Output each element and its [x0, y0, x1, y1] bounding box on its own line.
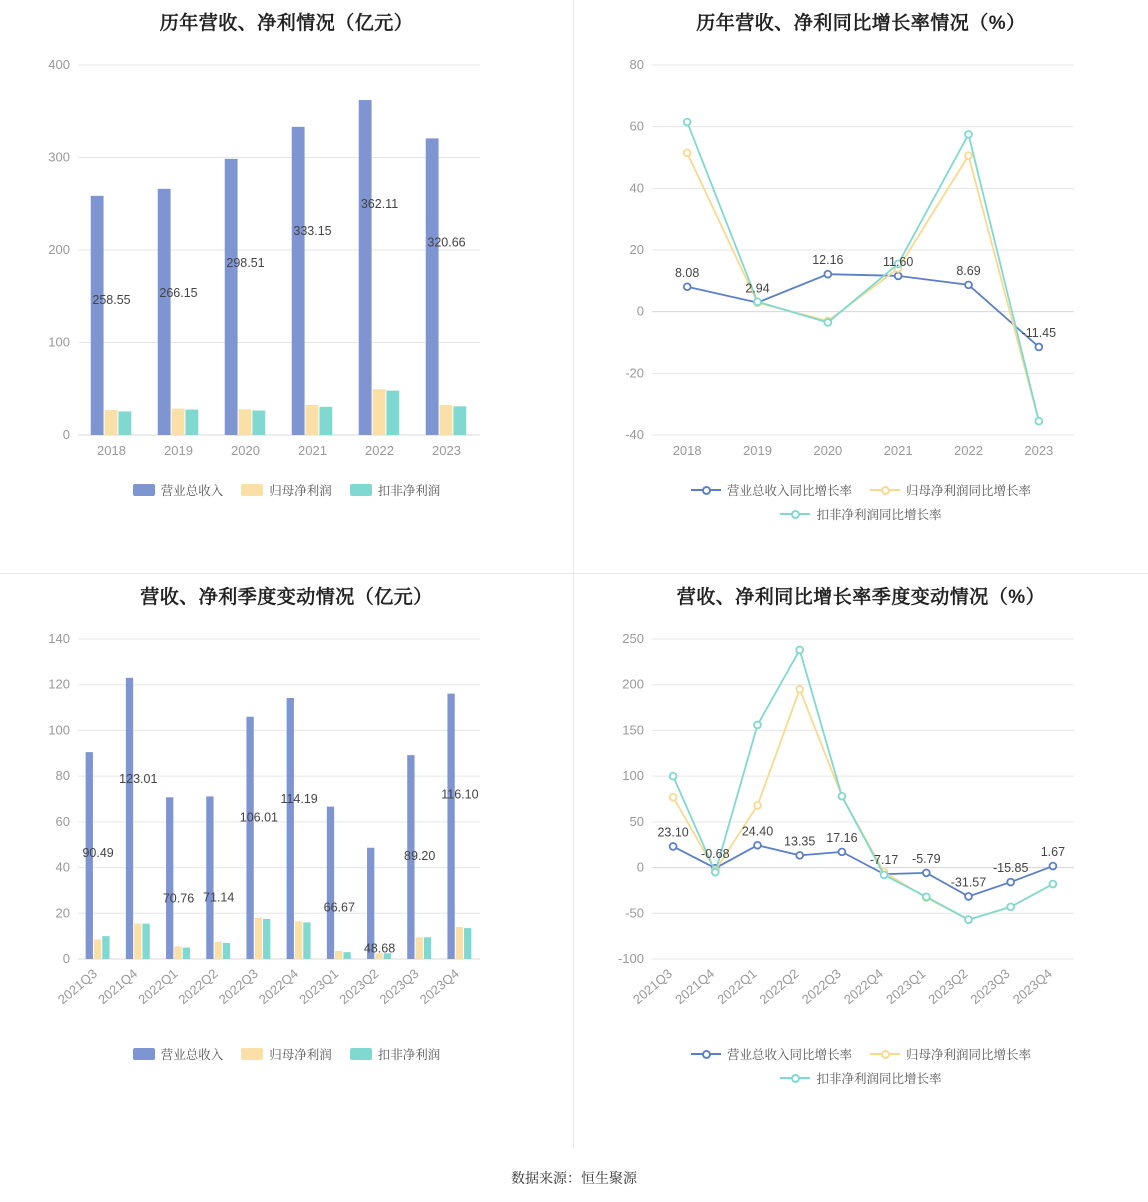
x-tick-label: 2023Q2 [925, 965, 971, 1008]
value-label: 298.51 [226, 255, 265, 270]
y-tick-label: 0 [636, 303, 644, 319]
x-tick-label: 2022Q1 [714, 965, 760, 1008]
x-tick-label: 2023Q3 [376, 965, 422, 1008]
x-tick-label: 2018 [97, 443, 126, 458]
x-tick-label: 2023Q1 [883, 965, 929, 1008]
data-point [684, 149, 691, 156]
value-label: 123.01 [119, 771, 158, 786]
x-tick-label: 2018 [672, 443, 702, 458]
x-tick-label: 2019 [164, 443, 193, 458]
legend-item[interactable] [133, 481, 224, 499]
y-tick-label: 20 [55, 905, 70, 921]
chart-panel-quarterly-revenue-profit [0, 574, 574, 1148]
data-point [670, 843, 677, 850]
x-tick-label: 2021Q4 [95, 965, 141, 1008]
bar [255, 918, 262, 959]
data-point [824, 271, 831, 278]
bar [91, 196, 104, 435]
bar [252, 410, 265, 435]
value-label: -5.79 [912, 851, 941, 866]
bar [225, 159, 238, 435]
x-tick-label: 2022Q2 [175, 965, 221, 1008]
y-tick-label: 50 [629, 813, 644, 829]
legend-swatch-icon [350, 484, 372, 496]
y-tick-label: 400 [48, 57, 70, 72]
legend-swatch-icon [870, 1048, 900, 1060]
data-point [923, 869, 930, 876]
x-tick-label: 2022 [954, 443, 983, 458]
plot-area-annual-growth [574, 35, 1148, 475]
legend-item[interactable] [691, 481, 852, 499]
data-point [1050, 863, 1057, 870]
chart-title: 营收、净利季度变动情况（亿元） [140, 587, 433, 608]
bar [464, 928, 471, 959]
data-point [1050, 881, 1057, 888]
value-label: 24.40 [741, 824, 774, 839]
value-label: 11.60 [882, 254, 914, 269]
chart-title: 历年营收、净利同比增长率情况（%） [696, 13, 1026, 34]
legend-item[interactable] [241, 1045, 332, 1063]
legend-item[interactable] [241, 481, 332, 499]
value-label: 2.94 [745, 281, 770, 296]
plot-area-annual-revenue-profit [0, 35, 573, 475]
value-label: 106.01 [239, 810, 279, 825]
value-label: 66.67 [323, 900, 355, 915]
legend-item[interactable] [870, 481, 1031, 499]
data-point [670, 794, 677, 801]
legend-swatch-icon [780, 508, 810, 520]
chart-panel-annual-growth [574, 0, 1148, 574]
bar [183, 948, 190, 959]
value-label: 70.76 [162, 891, 195, 906]
chart-legend [0, 481, 573, 499]
y-tick-label: 0 [62, 951, 70, 966]
series-line [687, 153, 1039, 421]
y-tick-label: 200 [622, 676, 644, 692]
value-label: 8.08 [674, 265, 700, 280]
series-line [687, 122, 1039, 421]
chart-svg [0, 609, 540, 1039]
data-point [712, 869, 719, 876]
bar [126, 678, 133, 959]
data-point [754, 842, 761, 849]
x-tick-label: 2022Q2 [756, 965, 802, 1008]
data-point [1007, 903, 1014, 910]
legend-swatch-icon [691, 484, 721, 496]
bar [453, 406, 466, 435]
chart-panel-annual-revenue-profit [0, 0, 574, 574]
bar [263, 919, 270, 959]
y-tick-label: 80 [55, 768, 70, 784]
y-tick-label: -20 [625, 365, 644, 381]
x-tick-label: 2021 [883, 443, 913, 458]
legend-label: 营业总收入 [160, 484, 224, 498]
x-tick-label: 2020 [231, 443, 260, 458]
legend-label: 归母净利润同比增长率 [906, 484, 1032, 498]
y-tick-label: -40 [625, 427, 644, 442]
data-point [923, 893, 930, 900]
chart-svg [0, 35, 540, 475]
bar [118, 411, 131, 435]
value-label: 258.55 [92, 292, 131, 307]
x-tick-label: 2022Q4 [255, 965, 302, 1008]
value-label: 333.15 [293, 223, 332, 238]
data-point [839, 793, 846, 800]
x-tick-label: 2022Q1 [135, 965, 181, 1008]
data-point [754, 802, 761, 809]
legend-label: 归母净利润 [269, 484, 332, 498]
y-tick-label: -100 [617, 951, 644, 966]
bar [239, 409, 252, 435]
chart-svg [574, 35, 1114, 475]
y-tick-label: 300 [48, 149, 70, 165]
bar [319, 407, 332, 435]
bar [185, 410, 198, 435]
legend-swatch-icon [350, 1048, 372, 1060]
bar [287, 698, 294, 959]
legend-item[interactable] [350, 481, 441, 499]
legend-swatch-icon [870, 484, 900, 496]
value-label: -31.57 [950, 875, 987, 890]
y-tick-label: 140 [48, 631, 70, 646]
y-tick-label: 60 [55, 813, 70, 829]
series-line [673, 689, 1053, 919]
y-tick-label: 20 [629, 242, 644, 257]
bar [456, 927, 463, 959]
legend-swatch-icon [241, 484, 263, 496]
data-point [670, 773, 677, 780]
data-point [965, 916, 972, 923]
legend-swatch-icon [691, 1048, 721, 1060]
legend-swatch-icon [133, 484, 155, 496]
x-tick-label: 2022 [365, 443, 394, 458]
value-label: -11.45 [1021, 325, 1057, 340]
bar [134, 924, 141, 959]
value-label: 12.16 [812, 253, 844, 268]
y-tick-label: 60 [629, 118, 644, 134]
legend-item[interactable] [870, 1045, 1031, 1063]
legend-item[interactable] [350, 1045, 441, 1063]
data-point [824, 319, 831, 326]
bar [166, 797, 173, 959]
data-point [895, 273, 902, 280]
y-tick-label: 0 [62, 427, 70, 442]
data-point [684, 283, 691, 290]
bar [343, 952, 350, 959]
y-tick-label: -50 [625, 905, 644, 921]
bar [223, 943, 230, 959]
value-label: 320.66 [427, 235, 466, 250]
value-label: 89.20 [404, 849, 436, 864]
x-tick-label: 2023 [432, 443, 461, 458]
data-point [684, 119, 691, 126]
y-tick-label: 250 [622, 631, 644, 646]
data-point [965, 152, 972, 159]
bar [416, 937, 423, 959]
x-tick-label: 2021Q3 [629, 965, 676, 1008]
legend-item[interactable] [780, 505, 941, 523]
source-note: 数据来源：恒生聚源 [511, 1170, 637, 1186]
bar [359, 100, 372, 435]
chart-title: 营收、净利同比增长率季度变动情况（%） [676, 587, 1046, 608]
x-tick-label: 2022Q4 [840, 965, 887, 1008]
bar [158, 189, 171, 435]
chart-panel-quarterly-growth [574, 574, 1148, 1148]
legend-label: 归母净利润 [269, 1048, 332, 1062]
value-label: 17.16 [826, 830, 858, 845]
bar [215, 942, 222, 959]
value-label: 90.49 [82, 846, 114, 861]
plot-area-quarterly-revenue-profit [0, 609, 573, 1039]
bar [373, 389, 386, 435]
chart-title: 历年营收、净利情况（亿元） [159, 13, 414, 34]
chart-legend [574, 481, 1148, 523]
data-point [754, 298, 761, 305]
chart-legend [0, 1045, 573, 1063]
data-point [965, 281, 972, 288]
data-point [839, 848, 846, 855]
value-label: -0.68 [701, 847, 730, 862]
value-label: 23.10 [657, 825, 689, 840]
series-line [673, 650, 1053, 920]
bar [306, 405, 319, 435]
data-point [1035, 418, 1042, 425]
value-label: 362.11 [360, 197, 399, 212]
x-tick-label: 2023Q2 [336, 965, 382, 1008]
legend-label: 扣非净利润同比增长率 [816, 1072, 942, 1086]
legend-item[interactable] [691, 1045, 852, 1063]
bar [386, 391, 399, 435]
bar [426, 138, 439, 435]
data-point [754, 722, 761, 729]
data-point [796, 647, 803, 654]
legend-swatch-icon [241, 1048, 263, 1060]
value-label: 13.35 [784, 834, 816, 849]
y-tick-label: 0 [636, 859, 644, 875]
legend-label: 营业总收入同比增长率 [726, 484, 852, 498]
y-tick-label: 100 [48, 722, 70, 738]
x-tick-label: 2019 [743, 443, 772, 458]
legend-label: 扣非净利润同比增长率 [816, 508, 942, 522]
value-label: 8.69 [956, 263, 981, 278]
x-tick-label: 2021 [298, 443, 327, 458]
y-tick-label: 100 [622, 768, 644, 784]
value-label: 1.67 [1040, 845, 1066, 860]
x-tick-label: 2022Q3 [215, 965, 261, 1008]
bar [102, 936, 109, 959]
legend-swatch-icon [133, 1048, 155, 1060]
value-label: 48.68 [363, 941, 396, 956]
value-label: -15.85 [992, 861, 1029, 876]
x-tick-label: 2023Q3 [967, 965, 1013, 1008]
data-point [965, 893, 972, 900]
bar [292, 127, 305, 435]
x-tick-label: 2021Q4 [672, 965, 718, 1008]
data-point [965, 131, 972, 138]
bar [174, 946, 181, 959]
y-tick-label: 150 [622, 722, 644, 738]
legend-swatch-icon [780, 1072, 810, 1084]
x-tick-label: 2021Q3 [54, 965, 101, 1008]
bar [105, 410, 118, 435]
y-tick-label: 40 [55, 859, 70, 875]
bar [440, 405, 453, 435]
plot-area-quarterly-growth [574, 609, 1148, 1039]
bar [335, 951, 342, 959]
chart-legend [574, 1045, 1148, 1087]
bar [246, 717, 253, 959]
bar [94, 940, 101, 959]
data-point [1035, 344, 1042, 351]
x-tick-label: 2023Q1 [296, 965, 342, 1008]
legend-item[interactable] [780, 1069, 941, 1087]
x-tick-label: 2023 [1024, 443, 1054, 458]
bar [206, 796, 213, 959]
y-tick-label: 80 [629, 57, 644, 72]
data-point [1007, 879, 1014, 886]
value-label: 266.15 [159, 285, 198, 300]
x-tick-label: 2023Q4 [416, 965, 462, 1008]
legend-label: 扣非净利润 [377, 484, 441, 498]
value-label: -7.17 [869, 853, 899, 868]
series-line [687, 274, 1039, 347]
bar [142, 924, 149, 959]
data-point [796, 686, 803, 693]
y-tick-label: 200 [48, 242, 70, 257]
y-tick-label: 100 [48, 334, 70, 350]
bar [172, 409, 185, 435]
bar [424, 937, 431, 959]
legend-item[interactable] [133, 1045, 224, 1063]
legend-label: 营业总收入同比增长率 [726, 1048, 852, 1062]
bar [303, 922, 310, 959]
legend-label: 扣非净利润 [377, 1048, 441, 1062]
chart-svg [574, 609, 1114, 1039]
y-tick-label: 120 [48, 676, 70, 692]
legend-label: 营业总收入 [160, 1048, 224, 1062]
x-tick-label: 2020 [813, 443, 843, 458]
data-point [796, 852, 803, 859]
x-tick-label: 2023Q4 [1009, 965, 1055, 1008]
bar [447, 694, 454, 959]
legend-label: 归母净利润同比增长率 [906, 1048, 1032, 1062]
value-label: 114.19 [280, 791, 318, 806]
value-label: 116.10 [441, 787, 479, 802]
bar [327, 807, 334, 959]
y-tick-label: 40 [629, 180, 644, 196]
data-point [881, 871, 888, 878]
x-tick-label: 2022Q3 [798, 965, 844, 1008]
bar [295, 921, 302, 959]
value-label: 71.14 [203, 890, 235, 905]
